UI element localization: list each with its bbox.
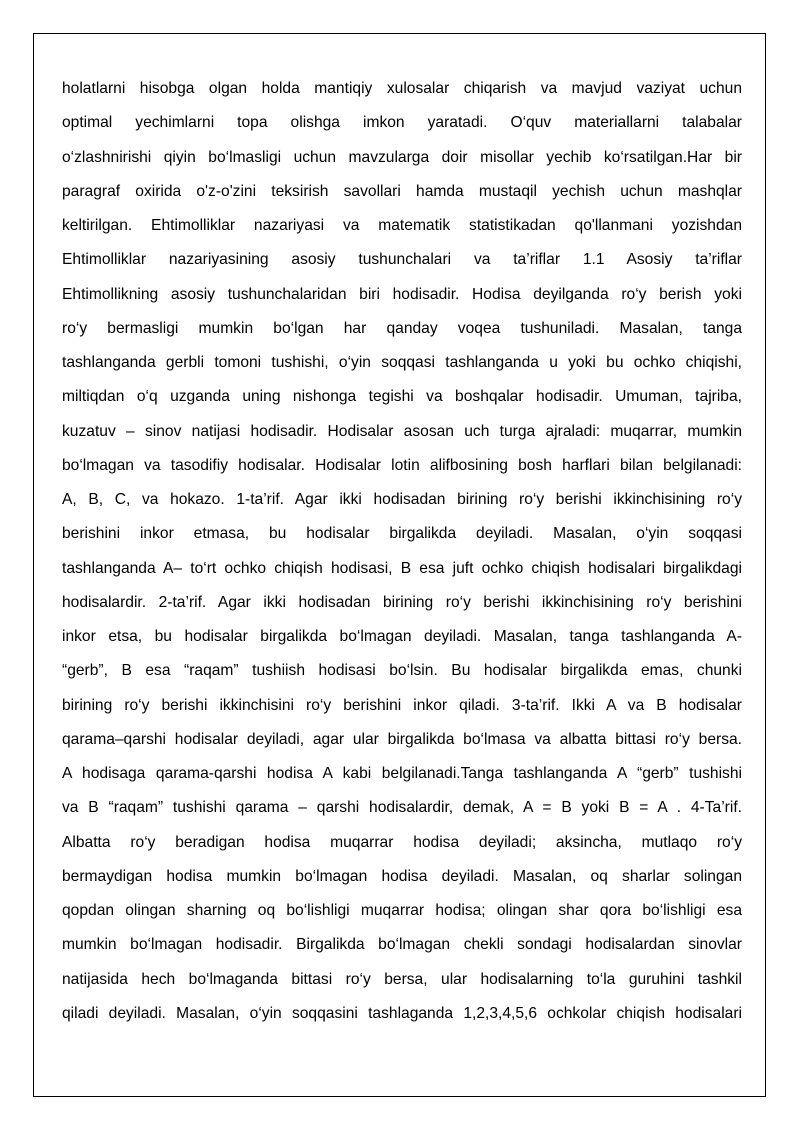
- text-line-15: tashlanganda A– to‘rt ochko chiqish hodisasi, B esa juft ochko chiqish hodisalari birgalikdagi: [62, 559, 742, 577]
- text-line-6: Ehtimolliklar nazariyasining asosiy tushunchalari va ta’riflar 1.1 Asosiy ta’riflar: [62, 251, 742, 269]
- text-line-7: Ehtimollikning asosiy tushunchalaridan biri hodisadir. Hodisa deyilganda ro‘y berish yoki: [62, 285, 742, 303]
- text-line-20: qarama–qarshi hodisalar deyiladi, agar ular birgalikda bo‘lmasa va albatta bittasi ro‘y bersa.: [62, 730, 742, 748]
- text-line-2: optimal yechimlarni topa olishga imkon yaratadi. O‘quv materiallarni talabalar: [62, 114, 742, 132]
- text-line-1: holatlarni hisobga olgan holda mantiqiy xulosalar chiqarish va mavjud vaziyat uchun: [62, 80, 742, 97]
- text-line-18: “gerb”, B esa “raqam” tushiish hodisasi bo‘lsin. Bu hodisalar birgalikda emas, chunki: [62, 662, 742, 680]
- text-line-25: qopdan olingan sharning oq bo‘lishligi muqarrar hodisa; olingan shar qora bo‘lishligi esa: [62, 902, 742, 919]
- text-line-13: A, B, C, va hokazo. 1-ta’rif. Agar ikki hodisadan birining ro‘y berishi ikkinchisining ro‘y: [62, 491, 742, 508]
- text-line-24: bermaydigan hodisa mumkin bo‘lmagan hodisa deyiladi. Masalan, oq sharlar solingan: [62, 867, 742, 885]
- text-line-9: tashlanganda gerbli tomoni tushishi, o‘yin soqqasi tashlanganda u yoki bu ochko chiqishi,: [62, 354, 742, 371]
- text-line-12: bo‘lmagan va tasodifiy hodisalar. Hodisalar lotin alifbosining bosh harflari bilan belgilanadi:: [62, 456, 742, 474]
- text-line-22: va B “raqam” tushishi qarama – qarshi hodisalardir, demak, A = B yoki B = A . 4-Ta’rif.: [62, 799, 742, 817]
- text-line-8: ro‘y bermasligi mumkin bo‘lgan har qanday voqea tushuniladi. Masalan, tanga: [62, 319, 742, 337]
- text-line-11: kuzatuv – sinov natijasi hodisadir. Hodisalar asosan uch turga ajraladi: muqarrar, mumkin: [62, 422, 742, 440]
- text-line-4: paragraf oxirida o'z-o'zini teksirish savollari hamda mustaqil yechish uchun mashqlar: [62, 182, 742, 200]
- text-line-21: A hodisaga qarama-qarshi hodisa A kabi belgilanadi.Tanga tashlanganda A “gerb” tushishi: [62, 765, 742, 782]
- text-line-27: natijasida hech bo‘lmaganda bittasi ro‘y bersa, ular hodisalarning to‘la guruhini tashkil: [62, 970, 742, 988]
- text-line-3: o‘zlashnirishi qiyin bo‘lmasligi uchun mavzularga doir misollar yechib ko‘rsatilgan.Har bir: [62, 148, 742, 166]
- text-line-17: inkor etsa, bu hodisalar birgalikda bo‘lmagan deyiladi. Masalan, tanga tashlanganda A-: [62, 628, 742, 645]
- document-body: [62, 72, 742, 1031]
- text-line-23: Albatta ro‘y beradigan hodisa muqarrar hodisa deyiladi; aksincha, mutlaqo ro‘y: [62, 833, 742, 851]
- text-line-19: birining ro‘y berishi ikkinchisini ro‘y berishini inkor qiladi. 3-ta’rif. Ikki A va B hodisalar: [62, 696, 742, 714]
- text-line-26: mumkin bo‘lmagan hodisadir. Birgalikda bo‘lmagan chekli sondagi hodisalardan sinovlar: [62, 936, 742, 954]
- text-line-14: berishini inkor etmasa, bu hodisalar birgalikda deyiladi. Masalan, o‘yin soqqasi: [62, 525, 742, 543]
- text-line-10: miltiqdan o‘q uzganda uning nishonga tegishi va boshqalar hodisadir. Umuman, tajriba,: [62, 388, 742, 406]
- text-line-28: qiladi deyiladi. Masalan, o‘yin soqqasini tashlaganda 1,2,3,4,5,6 ochkolar chiqish hodisalari: [62, 1004, 742, 1022]
- text-line-5: keltirilgan. Ehtimolliklar nazariyasi va matematik statistikadan qo'llanmani yozishdan: [62, 217, 742, 234]
- text-line-16: hodisalardir. 2-ta’rif. Agar ikki hodisadan birining ro‘y berishi ikkinchisining ro‘y berishini: [62, 593, 742, 611]
